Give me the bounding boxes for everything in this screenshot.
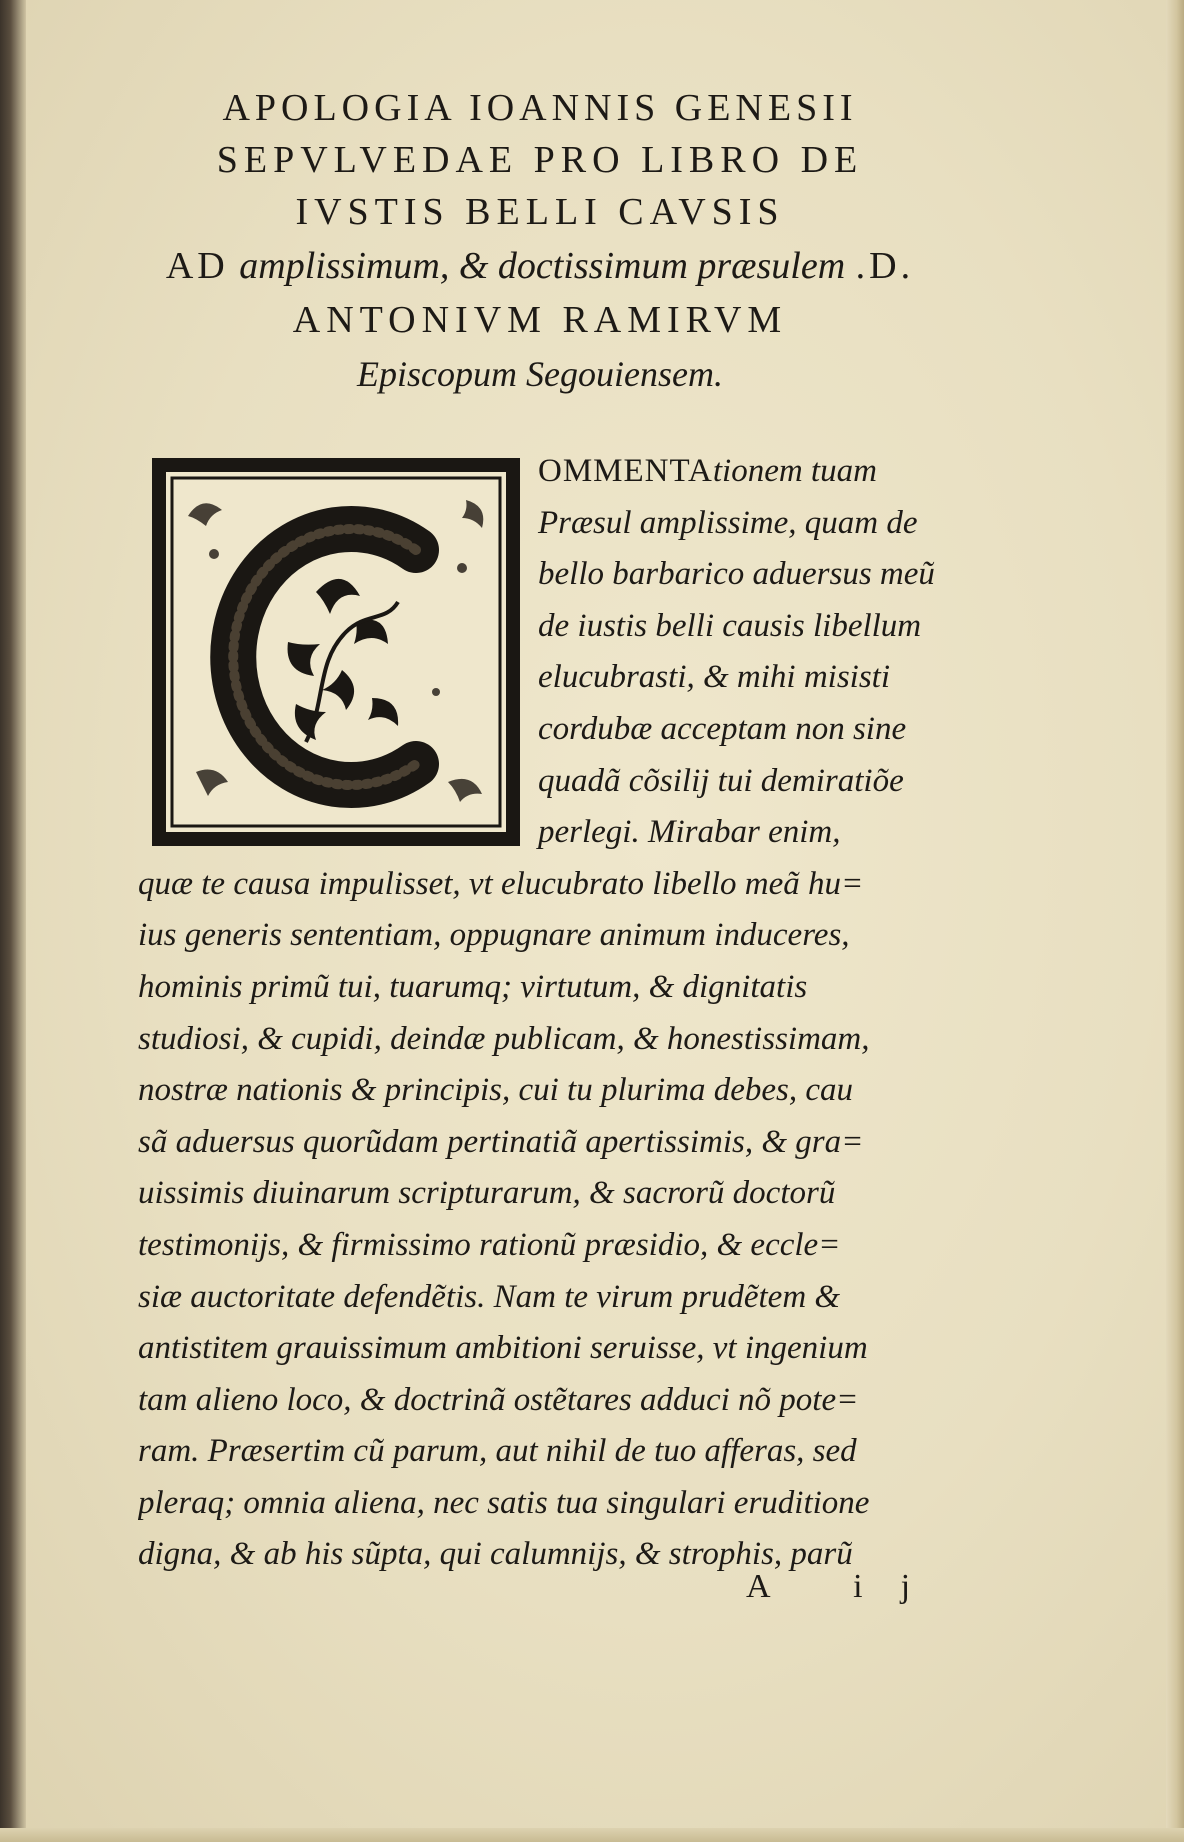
body-line: testimonijs, & firmissimo rationũ præsidio, & eccle= <box>138 1226 841 1263</box>
book-spine-edge <box>0 0 26 1842</box>
page-right-edge <box>1166 0 1184 1842</box>
dedication-middle: amplissimum, & doctissimum præsulem <box>239 245 846 287</box>
title-line-3: IVSTIS BELLI CAVSIS <box>295 191 785 233</box>
body-text <box>138 446 968 1581</box>
body-line: ram. Præsertim cũ parum, aut nihil de tuo afferas, sed <box>138 1433 857 1470</box>
body-line: de iustis belli causis libellum <box>538 607 922 644</box>
title-line-1: APOLOGIA IOANNIS GENESII <box>222 87 858 129</box>
body-line-1 <box>138 446 968 498</box>
body-line: sã aduersus quorũdam pertinatiã apertissimis, & gra= <box>138 1123 864 1160</box>
first-word-caps: OMMENTA <box>538 453 713 489</box>
signature-mark: A ij <box>746 1568 949 1605</box>
body-line: Præsul amplissime, quam de <box>538 504 918 541</box>
body-line: digna, & ab his sũpta, qui calumnijs, & strophis, parũ <box>138 1536 853 1573</box>
body-line: elucubrasti, & mihi misisti <box>538 659 891 696</box>
body-line: antistitem grauissimum ambitioni seruisse, vt ingenium <box>138 1330 868 1367</box>
dedication-line <box>100 238 980 294</box>
body-line: studiosi, & cupidi, deindæ publicam, & honestissimam, <box>138 1020 870 1057</box>
body-line: quæ te causa impulisset, vt elucubrato libello meã hu= <box>138 865 864 902</box>
title-line-5: ANTONIVM RAMIRVM <box>292 299 788 341</box>
title-line-2: SEPVLVEDAE PRO LIBRO DE <box>216 139 864 181</box>
body-line: hominis primũ tui, tuarumq; virtutum, & dignitatis <box>138 968 808 1005</box>
body-line: cordubæ acceptam non sine <box>538 710 907 747</box>
first-word-rest: tionem tuam <box>712 453 877 489</box>
title-line-6: Episcopum Segouiensem. <box>357 354 723 394</box>
body-line: siæ auctoritate defendẽtis. Nam te virum prudẽtem & <box>138 1278 841 1315</box>
dedication-start: AD <box>165 245 229 287</box>
body-line: nostræ nationis & principis, cui tu plurima debes, cau <box>138 1072 853 1109</box>
body-line: ius generis sententiam, oppugnare animum induceres, <box>138 917 850 954</box>
body-line: tam alieno loco, & doctrinã ostẽtares adduci nõ pote= <box>138 1381 859 1418</box>
title-block <box>100 82 980 402</box>
body-line: bello barbarico aduersus meũ <box>538 556 935 593</box>
body-line: quadã cõsilij tui demiratiõe <box>538 762 904 799</box>
body-line: perlegi. Mirabar enim, <box>538 814 841 851</box>
dedication-end: .D. <box>855 245 915 287</box>
body-line: uissimis diuinarum scripturarum, & sacrorũ doctorũ <box>138 1175 836 1212</box>
page-bottom-edge <box>0 1828 1184 1842</box>
body-line: pleraq; omnia aliena, nec satis tua singulari eruditione <box>138 1484 870 1521</box>
